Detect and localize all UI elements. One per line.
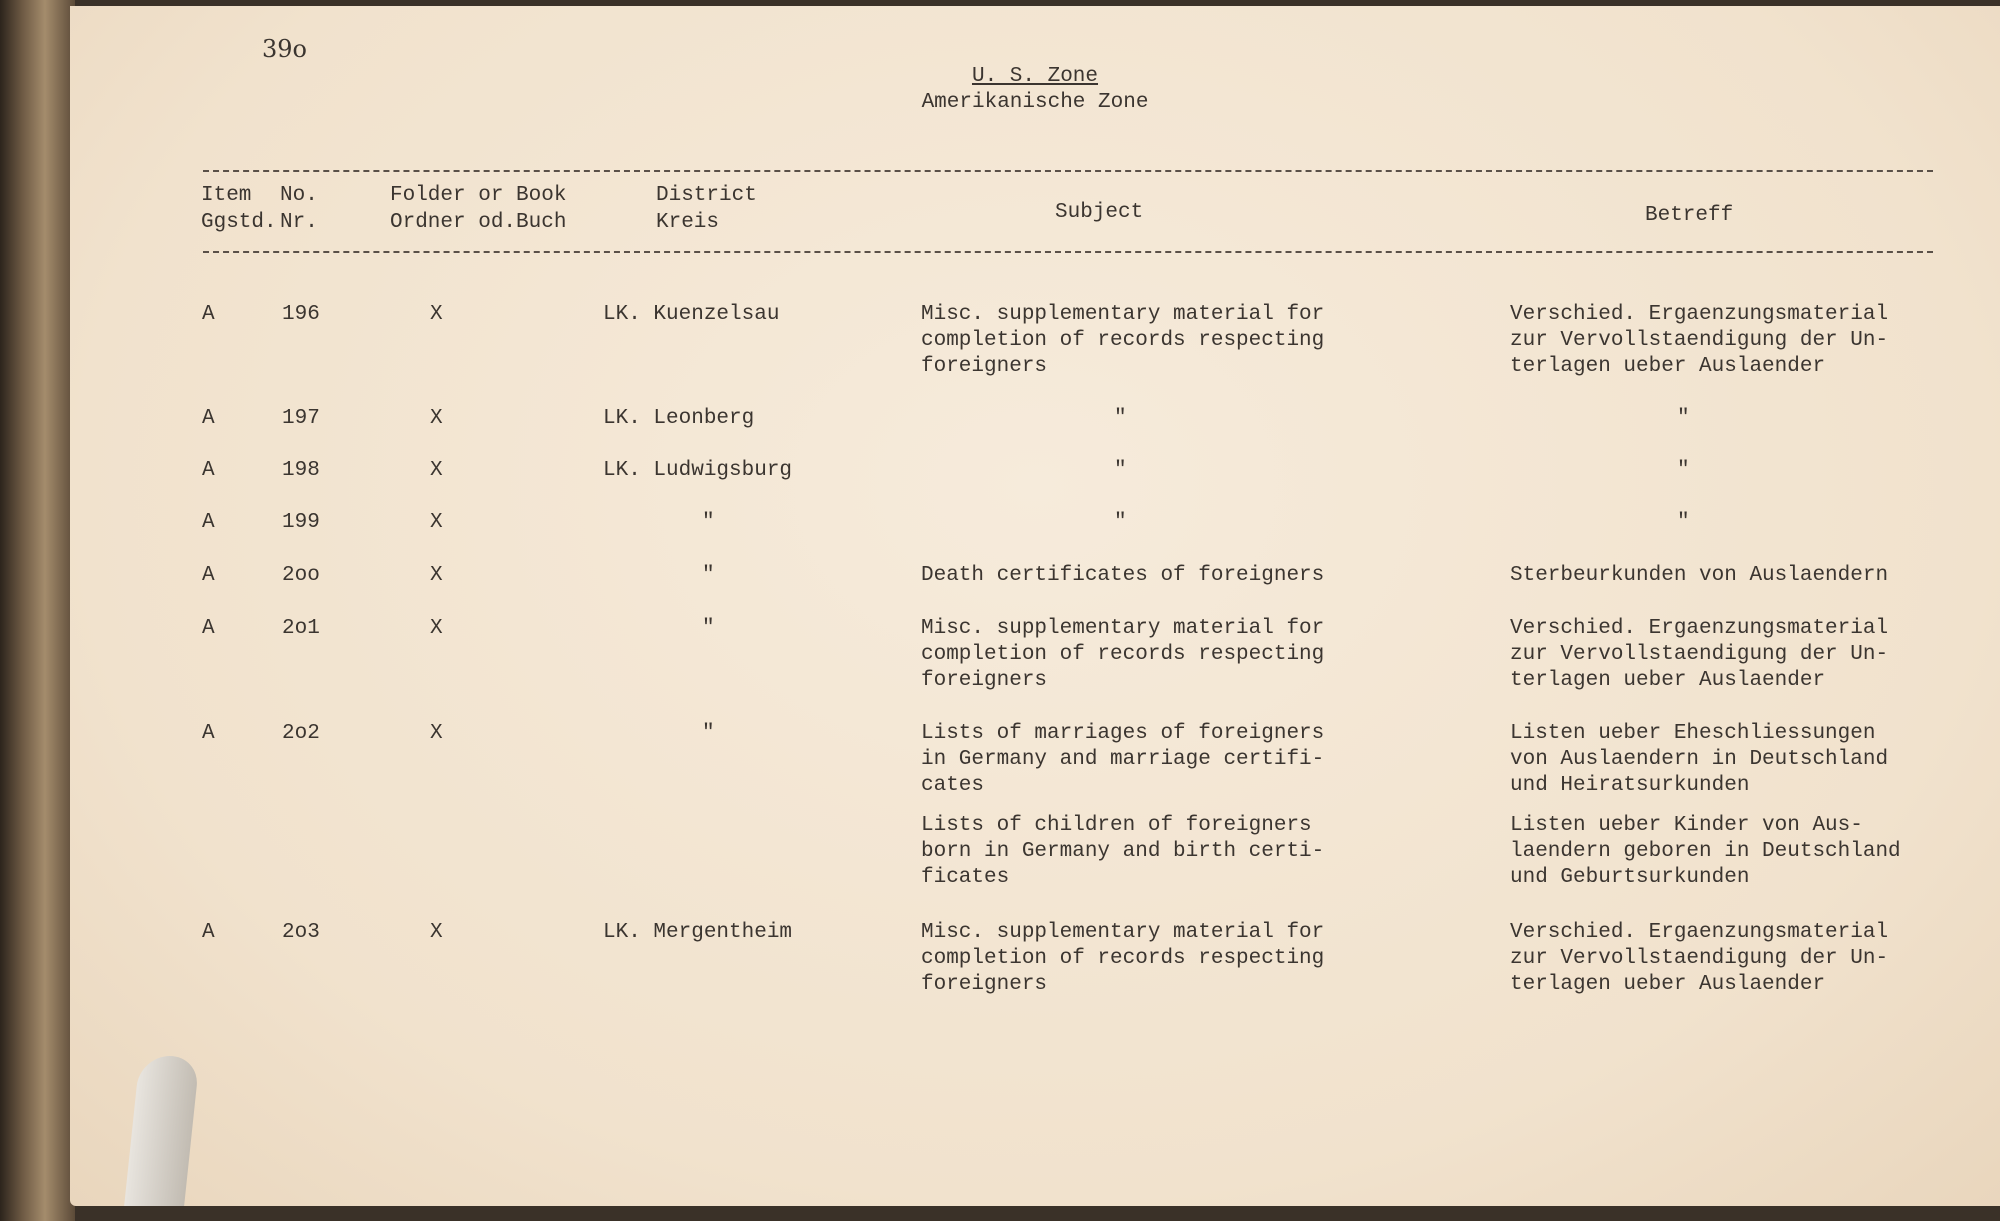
cell-subject: Misc. supplementary material for completion of records respecting foreigners — [921, 617, 1325, 692]
cell-folder: X — [430, 511, 443, 534]
cell-district: " — [702, 722, 715, 745]
cell-subject: " — [1114, 459, 1127, 482]
cell-folder: X — [430, 564, 443, 587]
cell-betreff: Listen ueber Eheschliessungen von Auslaendern in Deutschland und Heiratsurkunden — [1510, 722, 1889, 797]
cell-folder: X — [430, 407, 443, 430]
cell-betreff: Verschied. Ergaenzungsmaterial zur Vervollstaendigung der Un- terlagen ueber Auslaender — [1510, 617, 1889, 692]
cell-item: A — [202, 511, 215, 534]
header-betreff: Betreff — [1645, 204, 1734, 227]
cell-district: " — [702, 617, 715, 640]
cell-betreff: " — [1677, 407, 1690, 430]
cell-folder: X — [430, 617, 443, 640]
cell-betreff: " — [1677, 459, 1690, 482]
cell-item: A — [202, 921, 215, 944]
cell-subject: " — [1114, 407, 1127, 430]
cell-subject: Lists of children of foreigners born in Germany and birth certi- ficates — [921, 814, 1325, 889]
book-binding — [0, 0, 75, 1221]
cell-subject: " — [1114, 511, 1127, 534]
cell-betreff: Verschied. Ergaenzungsmaterial zur Vervollstaendigung der Un- terlagen ueber Auslaender — [1510, 921, 1889, 996]
page-marker-tab — [124, 1056, 200, 1206]
cell-item: A — [202, 617, 215, 640]
document-page — [70, 6, 2000, 1206]
cell-subject: Misc. supplementary material for completion of records respecting foreigners — [921, 921, 1325, 996]
cell-item: A — [202, 564, 215, 587]
cell-betreff: Listen ueber Kinder von Aus- laendern geboren in Deutschland und Geburtsurkunden — [1510, 814, 1901, 889]
cell-no: 2oo — [282, 564, 320, 587]
cell-betreff: Verschied. Ergaenzungsmaterial zur Vervollstaendigung der Un- terlagen ueber Auslaender — [1510, 303, 1889, 378]
cell-subject: Misc. supplementary material for completion of records respecting foreigners — [921, 303, 1325, 378]
header-subject: Subject — [1055, 201, 1144, 224]
cell-folder: X — [430, 303, 443, 326]
cell-item: A — [202, 303, 215, 326]
cell-subject: Lists of marriages of foreigners in Germany and marriage certifi- cates — [921, 722, 1325, 797]
cell-item: A — [202, 722, 215, 745]
cell-no: 2o2 — [282, 722, 320, 745]
cell-district: " — [702, 564, 715, 587]
cell-betreff: " — [1677, 511, 1690, 534]
zone-title — [70, 64, 2000, 90]
cell-district: LK. Kuenzelsau — [603, 303, 780, 326]
cell-no: 198 — [282, 459, 320, 482]
cell-district: LK. Ludwigsburg — [603, 459, 793, 482]
cell-item: A — [202, 407, 215, 430]
cell-district: LK. Mergentheim — [603, 921, 793, 944]
header-item: Item Ggstd. — [201, 184, 277, 234]
zone-subtitle: Amerikanische Zone — [921, 91, 1149, 114]
header-district: District Kreis — [656, 184, 757, 234]
cell-district: " — [702, 511, 715, 534]
cell-folder: X — [430, 921, 443, 944]
cell-no: 199 — [282, 511, 320, 534]
cell-no: 197 — [282, 407, 320, 430]
header-bottom-rule — [203, 251, 1933, 253]
page-number: 39o — [262, 35, 307, 63]
header-no: No. Nr. — [280, 184, 318, 234]
zone-title-en: U. S. Zone — [971, 65, 1099, 88]
cell-item: A — [202, 459, 215, 482]
cell-folder: X — [430, 459, 443, 482]
cell-district: LK. Leonberg — [603, 407, 755, 430]
cell-subject: Death certificates of foreigners — [921, 564, 1325, 587]
cell-no: 2o3 — [282, 921, 320, 944]
cell-folder: X — [430, 722, 443, 745]
header-top-rule — [203, 170, 1933, 172]
cell-no: 196 — [282, 303, 320, 326]
header-folder: Folder or Book Ordner od.Buch — [390, 184, 567, 234]
cell-betreff: Sterbeurkunden von Auslaendern — [1510, 564, 1889, 587]
cell-no: 2o1 — [282, 617, 320, 640]
